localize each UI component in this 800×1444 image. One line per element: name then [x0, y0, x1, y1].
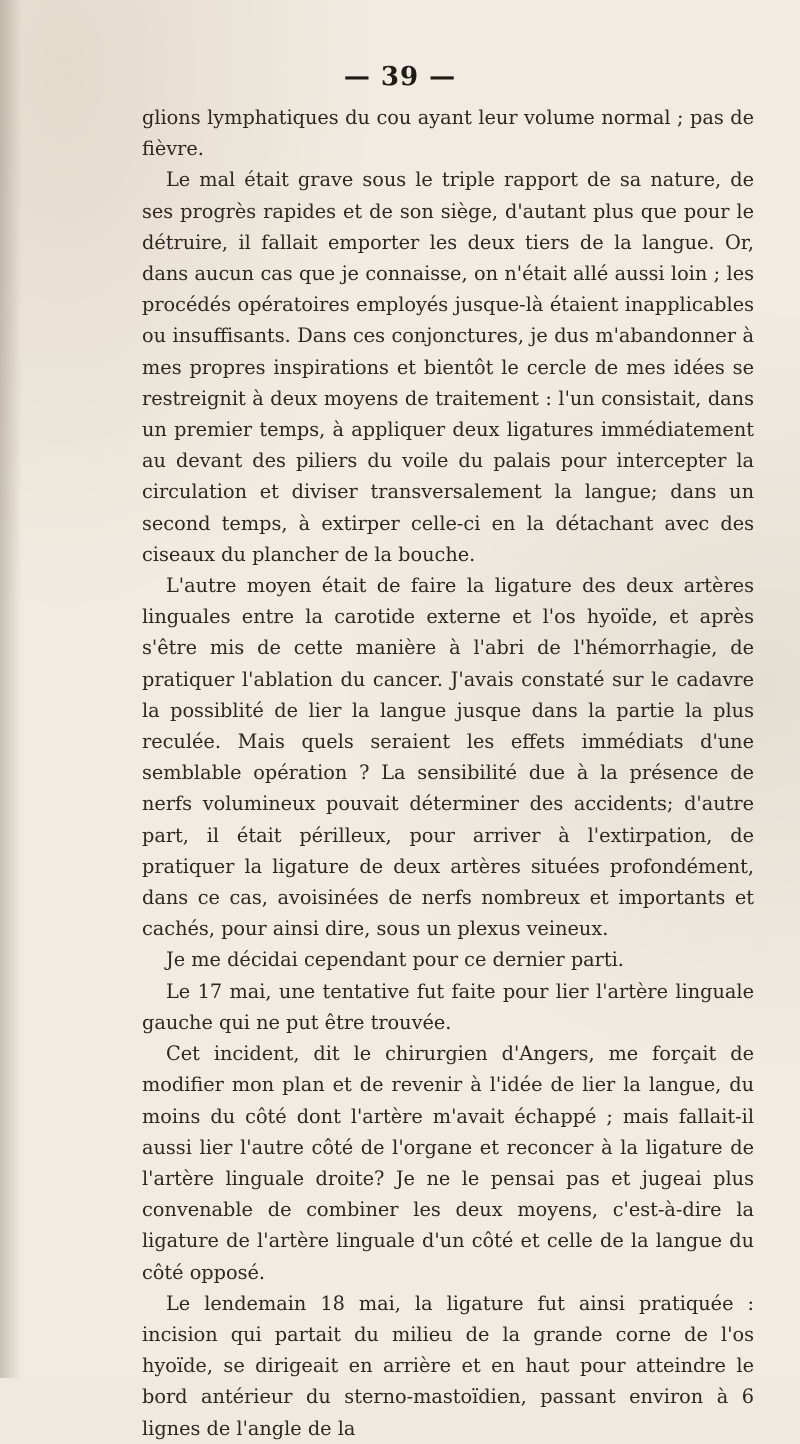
paragraph: Le 17 mai, une tentative fut faite pour lier l'artère linguale gauche qui ne put être trouvée.	[142, 979, 754, 1034]
paragraph: Le lendemain 18 mai, la ligature fut ainsi pratiquée : incision qui partait du milieu de la grande corne de l'os hyoïde, se dirigeait en arrière et en haut pour atteindre le bord antérieur du sterno-mastoïdien, passant environ à 6 lignes de l'angle de la	[142, 1291, 754, 1440]
page-number: — 39 —	[343, 62, 457, 92]
page-gutter-shadow	[0, 0, 22, 1378]
paragraph: Le mal était grave sous le triple rapport de sa nature, de ses progrès rapides et de son siège, d'autant plus que pour le détruire, il fallait emporter les deux tiers de la langue. Or, dans aucun cas que je connaisse, on n'était allé aussi loin ; les procédés opératoires employés jusque-là étaient inapplicables ou insuffisants. Dans ces conjonctures, je dus m'abandonner à mes propres inspirations et bientôt le cercle de mes idées se restreignit à deux moyens de traitement : l'un consistait, dans un premier temps, à appliquer deux ligatures immédiatement au devant des piliers du voile du palais pour intercepter la circulation et diviser transversalement la langue; dans un second temps, à extirper celle-ci en la détachant avec des ciseaux du plancher de la bouche.	[142, 168, 754, 566]
paragraph: Je me décidai cependant pour ce dernier parti.	[166, 948, 624, 972]
paragraph: L'autre moyen était de faire la ligature des deux artères linguales entre la carotide externe et l'os hyoïde, et après s'être mis de cette manière à l'abri de l'hémorrhagie, de pratiquer l'ablation du cancer. J'avais constaté sur le cadavre la possiblité de lier la langue jusque dans la partie la plus reculée. Mais quels seraient les effets immédiats d'une semblable opération ? La sensibilité due à la présence de nerfs volumineux pouvait déterminer des accidents; d'autre part, il était périlleux, pour arriver à l'extirpation, de pratiquer la ligature de deux artères situées profondément, dans ce cas, avoisinées de nerfs nombreux et importants et cachés, pour ainsi dire, sous un plexus veineux.	[142, 574, 754, 941]
body-text	[142, 102, 754, 1444]
paragraph: glions lymphatiques du cou ayant leur volume normal ; pas de fièvre.	[142, 106, 754, 161]
paragraph: Cet incident, dit le chirurgien d'Angers, me forçait de modifier mon plan et de revenir à l'idée de lier la langue, du moins du côté dont l'artère m'avait échappé ; mais fallait-il aussi lier l'autre côté de l'organe et reconcer à la ligature de l'artère linguale droite? Je ne le pensai pas et jugeai plus convenable de combiner les deux moyens, c'est-à-dire la ligature de l'artère linguale d'un côté et celle de la langue du côté opposé.	[142, 1042, 754, 1284]
